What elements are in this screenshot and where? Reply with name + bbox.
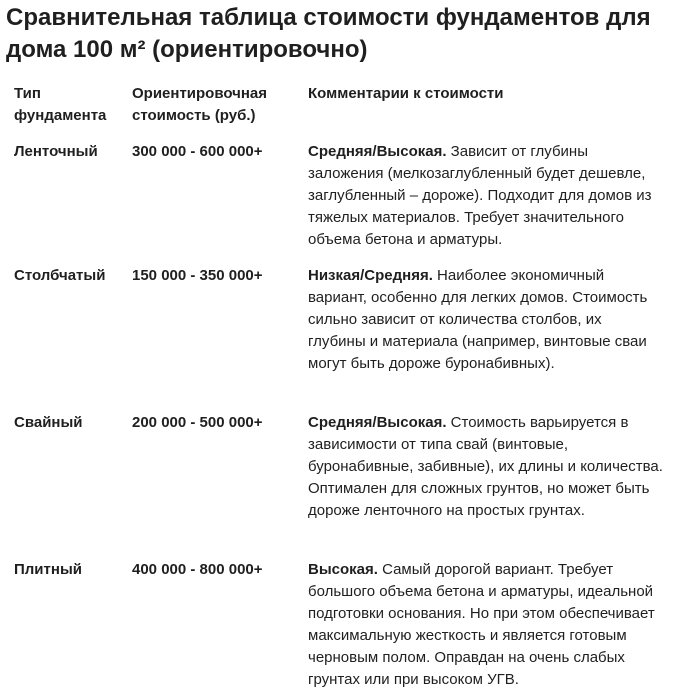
row-cost: 150 000 - 350 000+ bbox=[132, 267, 263, 284]
row-type: Ленточный bbox=[14, 143, 98, 160]
row-comment-text: Стоимость варьируется в зависимости от типа свай (винтовые, буронабивные, забивные), их длины и количества. Оптимален для сложных грунтов, но может быть дороже ленточного на простых грунтах. bbox=[308, 414, 663, 519]
header-cost: Ориентировочная стоимость (руб.) bbox=[132, 85, 268, 124]
row-cost: 300 000 - 600 000+ bbox=[132, 143, 263, 160]
row-cost: 200 000 - 500 000+ bbox=[132, 414, 263, 431]
row-cost-level: Средняя/Высокая. bbox=[308, 414, 447, 431]
header-type: Тип фундамента bbox=[14, 85, 107, 124]
row-cost: 400 000 - 800 000+ bbox=[132, 561, 263, 578]
row-cost-level: Средняя/Высокая. bbox=[308, 143, 447, 160]
page-title: Сравнительная таблица стоимости фундаментов для дома 100 м² (ориентировочно) bbox=[6, 4, 651, 63]
row-comment-text: Наиболее экономичный вариант, особенно для легких домов. Стоимость сильно зависит от количества столбов, их глубины и материала (например, винтовые сваи могут быть дороже буронабивных). bbox=[308, 267, 648, 372]
row-type: Свайный bbox=[14, 414, 83, 431]
row-type: Столбчатый bbox=[14, 267, 106, 284]
row-comment bbox=[308, 559, 663, 691]
row-comment-text: Зависит от глубины заложения (мелкозаглубленный будет дешевле, заглубленный – дороже). Подходит для домов из тяжелых материалов. Требует значительного объема бетона и арматуры. bbox=[308, 143, 652, 248]
row-cost-level: Высокая. bbox=[308, 561, 378, 578]
row-type: Плитный bbox=[14, 561, 82, 578]
row-comment bbox=[308, 141, 663, 251]
row-comment-text: Самый дорогой вариант. Требует большого объема бетона и арматуры, идеальной подготовки основания. Но при этом обеспечивает максимальную жесткость и является готовым черновым полом. Оправдан на очень слабых грунтах или при высоком УГВ. bbox=[308, 561, 655, 688]
row-comment bbox=[308, 265, 663, 375]
row-comment bbox=[308, 412, 663, 522]
row-cost-level: Низкая/Средняя. bbox=[308, 267, 433, 284]
header-comment: Комментарии к стоимости bbox=[308, 85, 504, 102]
